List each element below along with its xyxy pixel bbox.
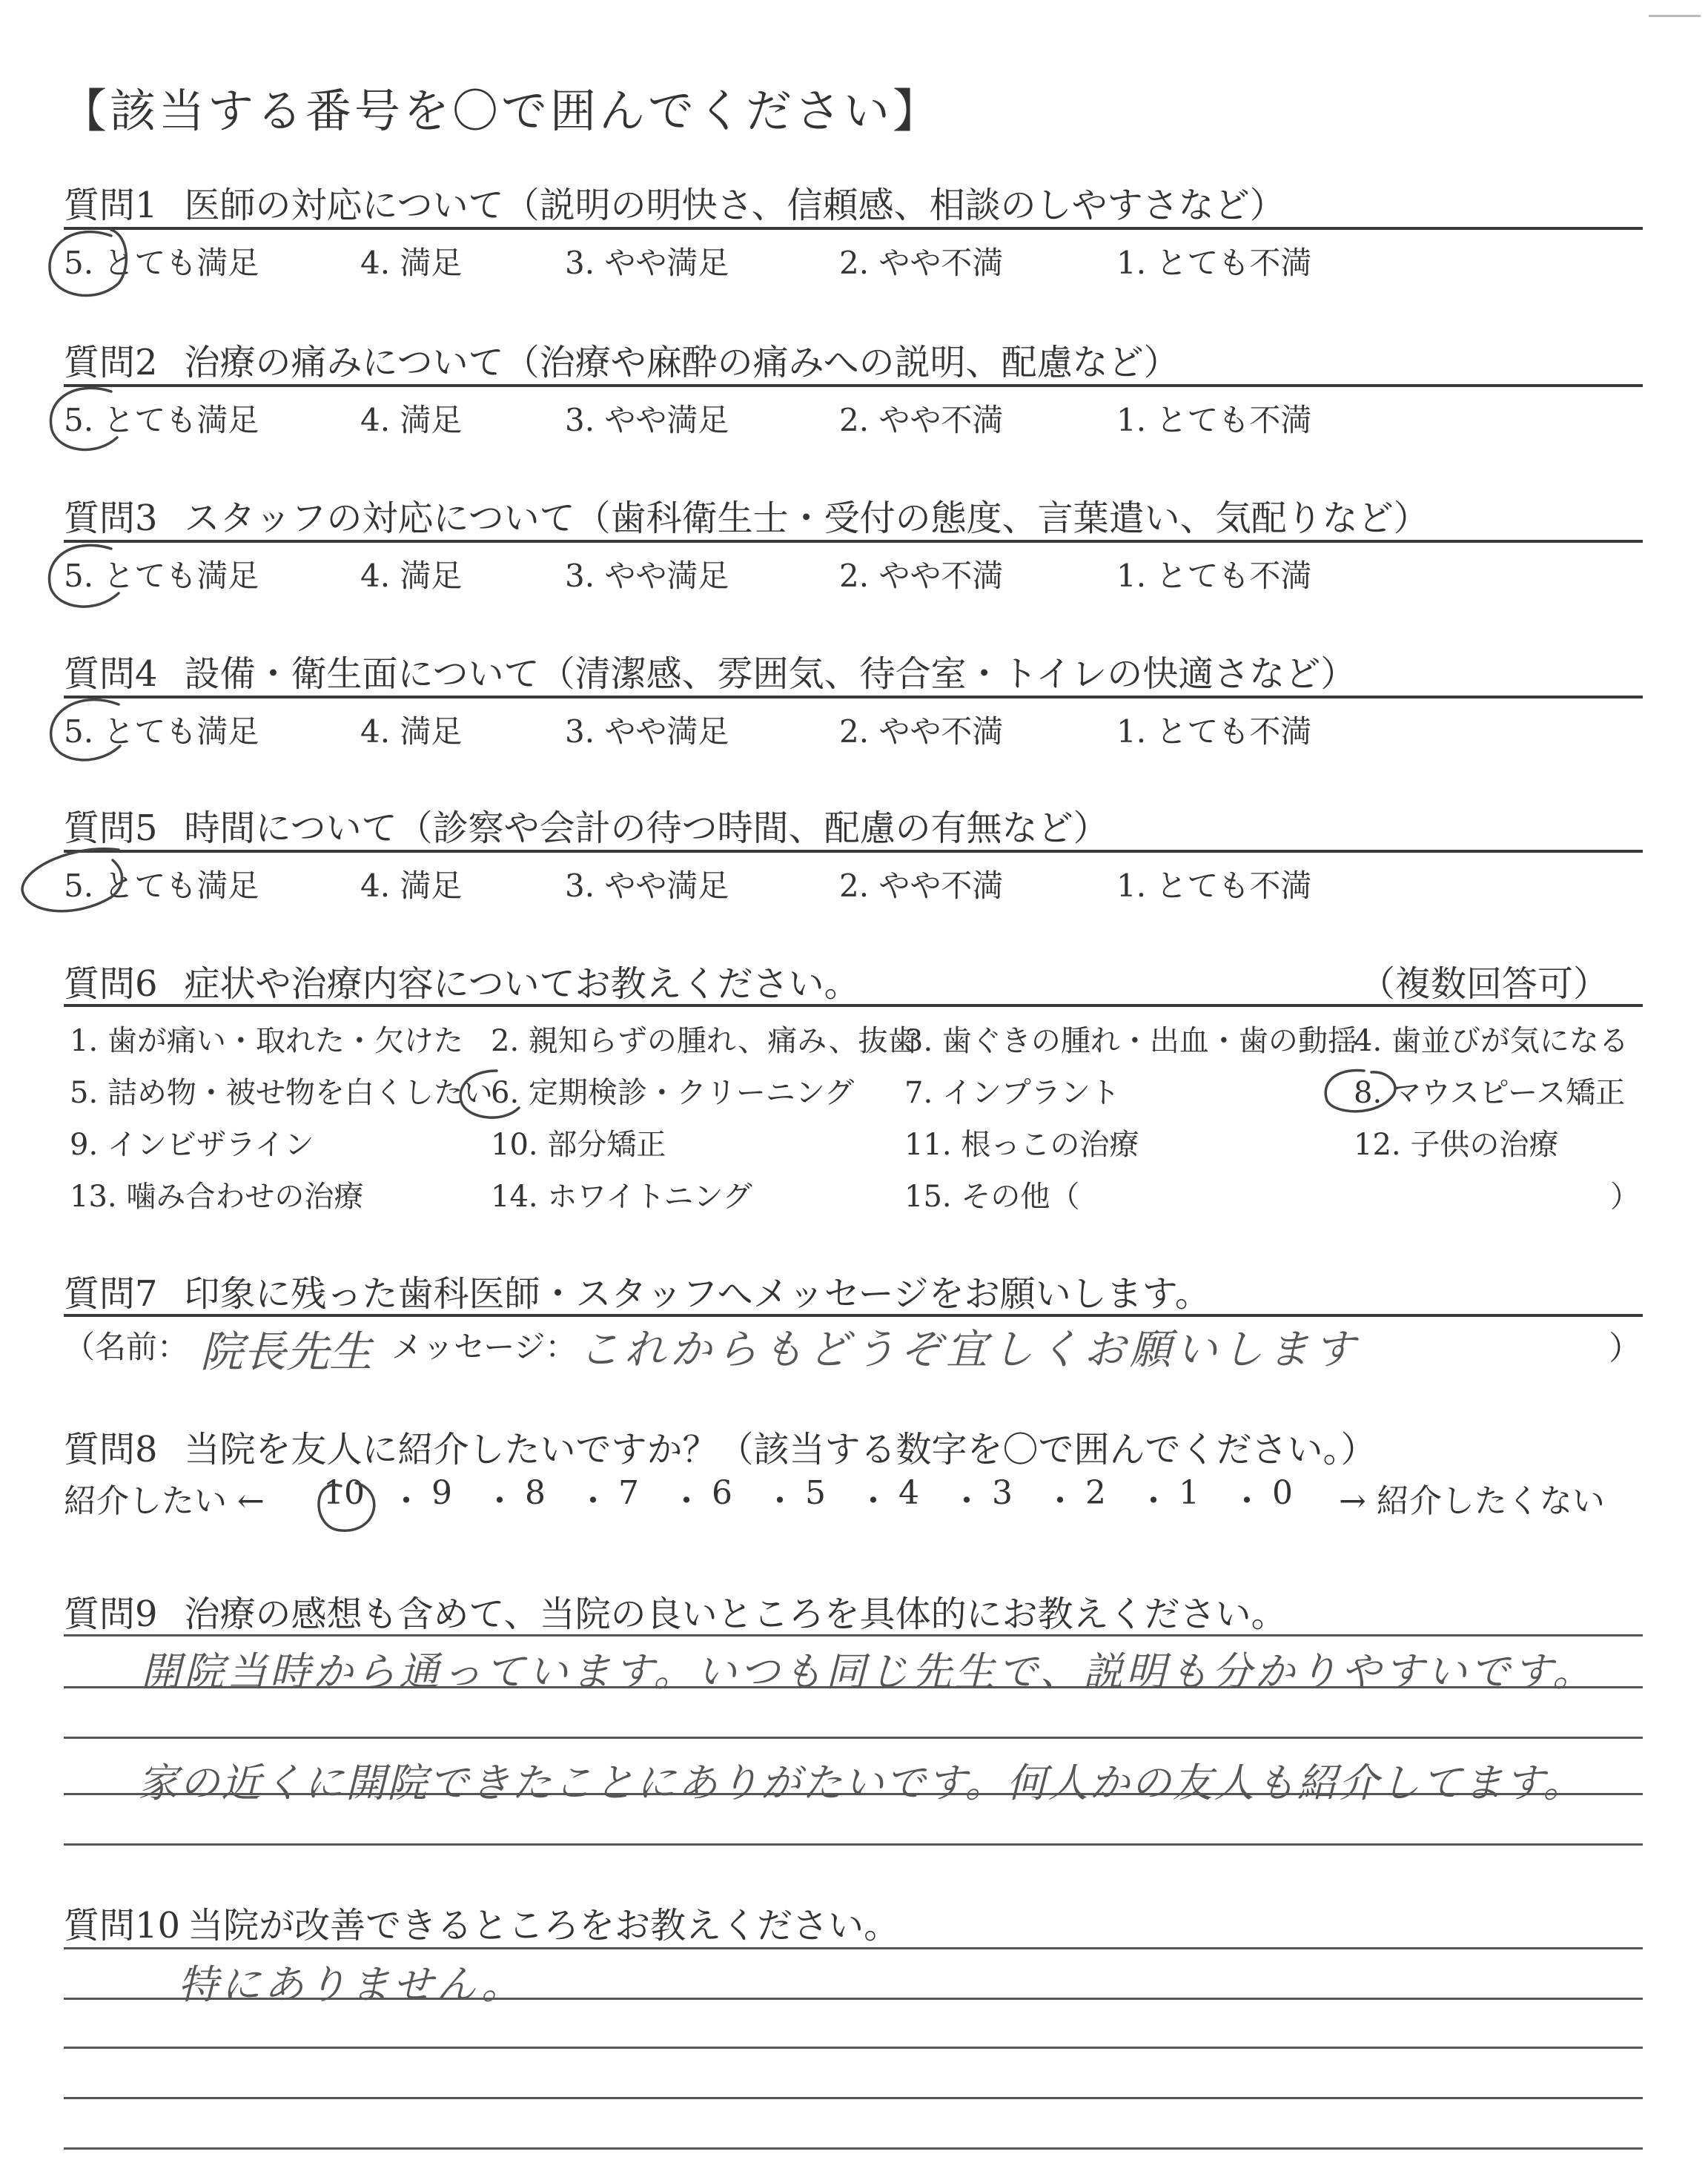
scale-dot: ・ (950, 1482, 983, 1520)
scale-dot: ・ (1044, 1482, 1076, 1520)
answer-line (64, 1793, 1643, 1795)
message-close-paren: ） (1609, 1330, 1641, 1367)
question-text: 印象に残った歯科医師・スタッフへメッセージをお願いします。 (184, 1273, 1211, 1315)
question-number: 質問4 (64, 653, 158, 695)
scale-dot: ・ (1231, 1482, 1263, 1520)
question-text: 時間について（診察や会計の待つ時間、配慮の有無など） (184, 807, 1109, 849)
scale-7[interactable]: 7 (618, 1474, 639, 1512)
answer-line (64, 2097, 1643, 2099)
symptom-item[interactable]: 8. マウスピース矯正 (1354, 1076, 1626, 1110)
option-1[interactable]: 1. とても不満 (1116, 245, 1312, 281)
question-text: 治療の痛みについて（治療や麻酔の痛みへの説明、配慮など） (184, 342, 1179, 383)
scale-dot: ・ (764, 1482, 796, 1520)
page-title: 【該当する番号を〇で囲んでください】 (61, 84, 942, 138)
answer-line (64, 2147, 1643, 2150)
option-3[interactable]: 3. やや満足 (565, 245, 729, 281)
answer-line (64, 2047, 1643, 2049)
symptom-item[interactable]: 14. ホワイトニング (491, 1180, 752, 1214)
rating-options-4 (64, 707, 1643, 752)
option-4[interactable]: 4. 満足 (360, 245, 463, 281)
symptom-item[interactable]: 7. インプラント (904, 1076, 1120, 1110)
divider (64, 696, 1643, 698)
symptom-item[interactable]: 12. 子供の治療 (1354, 1128, 1559, 1162)
scale-9[interactable]: 9 (431, 1474, 452, 1512)
option-1[interactable]: 1. とても不満 (1116, 868, 1312, 904)
answer-line (64, 1843, 1643, 1846)
option-2[interactable]: 2. やや不満 (839, 558, 1004, 594)
question-text: 治療の感想も含めて、当院の良いところを具体的にお教えください。 (184, 1593, 1287, 1635)
question-number: 質問6 (64, 963, 158, 1005)
rating-options-2 (64, 396, 1643, 440)
question-text: 設備・衛生面について（清潔感、雰囲気、待合室・トイレの快適さなど） (184, 653, 1357, 695)
divider (64, 540, 1643, 543)
question-text: 当院が改善できるところをお教えください。 (188, 1905, 900, 1946)
scale-dot: ・ (390, 1482, 423, 1520)
rating-options-1 (64, 239, 1643, 283)
divider (64, 227, 1643, 230)
scale-dot: ・ (577, 1482, 609, 1520)
question-4 (64, 645, 1356, 696)
scale-10[interactable]: 10 (323, 1474, 365, 1512)
question-number: 質問2 (64, 342, 158, 383)
question-text: 当院を友人に紹介したいですか？（該当する数字を〇で囲んでください。） (184, 1429, 1377, 1470)
answer-line-1[interactable]: 開院当時から通っています。いつも同じ先生で、説明も分かりやすいです。 (141, 1648, 1596, 1695)
option-1[interactable]: 1. とても不満 (1116, 558, 1312, 594)
answer-line (64, 1947, 1643, 1949)
scale-5[interactable]: 5 (805, 1474, 826, 1512)
option-4[interactable]: 4. 満足 (360, 402, 463, 438)
option-4[interactable]: 4. 満足 (360, 558, 463, 594)
answer-line (64, 1998, 1643, 2000)
question-8 (64, 1421, 1377, 1472)
option-3[interactable]: 3. やや満足 (565, 402, 729, 438)
question-text: スタッフの対応について（歯科衛生士・受付の態度、言葉遣い、気配りなど） (184, 498, 1429, 539)
option-5[interactable]: 5. とても満足 (64, 558, 259, 594)
rating-options-5 (64, 862, 1643, 906)
question-number: 質問10 (64, 1905, 181, 1946)
question-text: 症状や治療内容についてお教えください。 (184, 963, 860, 1005)
name-answer[interactable]: 院長先生 (200, 1327, 373, 1377)
option-2[interactable]: 2. やや不満 (839, 245, 1004, 281)
message-answer[interactable]: これからもどうぞ宜しくお願いします (578, 1326, 1360, 1374)
option-1[interactable]: 1. とても不満 (1116, 713, 1312, 750)
symptom-item[interactable]: 15. その他（ (904, 1180, 1080, 1214)
symptom-item[interactable]: 10. 部分矯正 (491, 1128, 666, 1162)
scale-left-label: 紹介したい ← (64, 1482, 265, 1520)
scan-edge-mark (1649, 15, 1701, 24)
other-close-paren: ） (1610, 1180, 1640, 1214)
question-number: 質問1 (64, 185, 158, 226)
question-number: 質問9 (64, 1593, 158, 1635)
option-3[interactable]: 3. やや満足 (565, 713, 729, 750)
question-number: 質問8 (64, 1429, 158, 1470)
divider (64, 850, 1643, 853)
question-9 (64, 1585, 1287, 1636)
answer-line-2[interactable]: 家の近くに開院できたことにありがたいです。何人かの友人も紹介してます。 (138, 1760, 1585, 1806)
option-3[interactable]: 3. やや満足 (565, 558, 729, 594)
scale-3[interactable]: 3 (992, 1474, 1013, 1512)
question-7 (64, 1265, 1211, 1316)
answer-line-q10[interactable]: 特にありません。 (178, 1961, 525, 2008)
multiple-answer-note: （複数回答可） (1360, 963, 1609, 1005)
option-2[interactable]: 2. やや不満 (839, 868, 1004, 904)
symptom-item[interactable]: 13. 噛み合わせの治療 (70, 1180, 364, 1214)
question-5 (64, 799, 1109, 851)
divider (64, 384, 1643, 387)
option-5[interactable]: 5. とても満足 (64, 713, 259, 750)
symptom-item[interactable]: 9. インビザライン (70, 1128, 314, 1162)
option-1[interactable]: 1. とても不満 (1116, 402, 1312, 438)
option-3[interactable]: 3. やや満足 (565, 868, 729, 904)
question-3 (64, 489, 1429, 541)
scale-1[interactable]: 1 (1179, 1474, 1199, 1512)
option-5[interactable]: 5. とても満足 (64, 245, 259, 281)
option-5[interactable]: 5. とても満足 (64, 402, 259, 438)
symptom-item[interactable]: 2. 親知らずの腫れ、痛み、抜歯 (491, 1024, 918, 1058)
answer-line (64, 1634, 1643, 1636)
symptom-item[interactable]: 4. 歯並びが気になる (1354, 1024, 1629, 1058)
divider (64, 1004, 1643, 1007)
scale-dot: ・ (483, 1482, 516, 1520)
symptom-item[interactable]: 6. 定期検診・クリーニング (491, 1076, 855, 1110)
scale-right-label: → 紹介したくない (1339, 1482, 1605, 1520)
scale-6[interactable]: 6 (712, 1474, 732, 1512)
question-1 (64, 176, 1285, 228)
symptom-item[interactable]: 3. 歯ぐきの腫れ・出血・歯の動揺 (904, 1024, 1357, 1058)
name-label: （名前： (64, 1329, 189, 1365)
answer-line (64, 1686, 1643, 1688)
symptom-item[interactable]: 11. 根っこの治療 (904, 1128, 1139, 1162)
question-2 (64, 334, 1179, 385)
option-5[interactable]: 5. とても満足 (64, 868, 259, 904)
scale-0[interactable]: 0 (1272, 1474, 1293, 1512)
option-2[interactable]: 2. やや不満 (839, 713, 1004, 750)
question-text: 医師の対応について（説明の明快さ、信頼感、相談のしやすさなど） (184, 185, 1285, 226)
scale-2[interactable]: 2 (1085, 1474, 1106, 1512)
question-number: 質問3 (64, 498, 158, 539)
symptom-item[interactable]: 1. 歯が痛い・取れた・欠けた (70, 1024, 463, 1058)
scale-4[interactable]: 4 (898, 1474, 919, 1512)
symptom-item[interactable]: 5. 詰め物・被せ物を白くしたい (70, 1076, 493, 1110)
question-number: 質問5 (64, 807, 158, 849)
scale-dot: ・ (857, 1482, 890, 1520)
question-number: 質問7 (64, 1273, 158, 1315)
scale-dot: ・ (670, 1482, 703, 1520)
question-10 (64, 1897, 899, 1948)
rating-options-3 (64, 552, 1643, 596)
answer-line (64, 1737, 1643, 1739)
scale-8[interactable]: 8 (525, 1474, 546, 1512)
option-2[interactable]: 2. やや不満 (839, 402, 1004, 438)
scale-dot: ・ (1137, 1482, 1170, 1520)
recommend-scale (64, 1474, 1643, 1526)
message-label: メッセージ： (391, 1329, 577, 1365)
option-4[interactable]: 4. 満足 (360, 713, 463, 750)
option-4[interactable]: 4. 満足 (360, 868, 463, 904)
question-6 (64, 955, 860, 1006)
